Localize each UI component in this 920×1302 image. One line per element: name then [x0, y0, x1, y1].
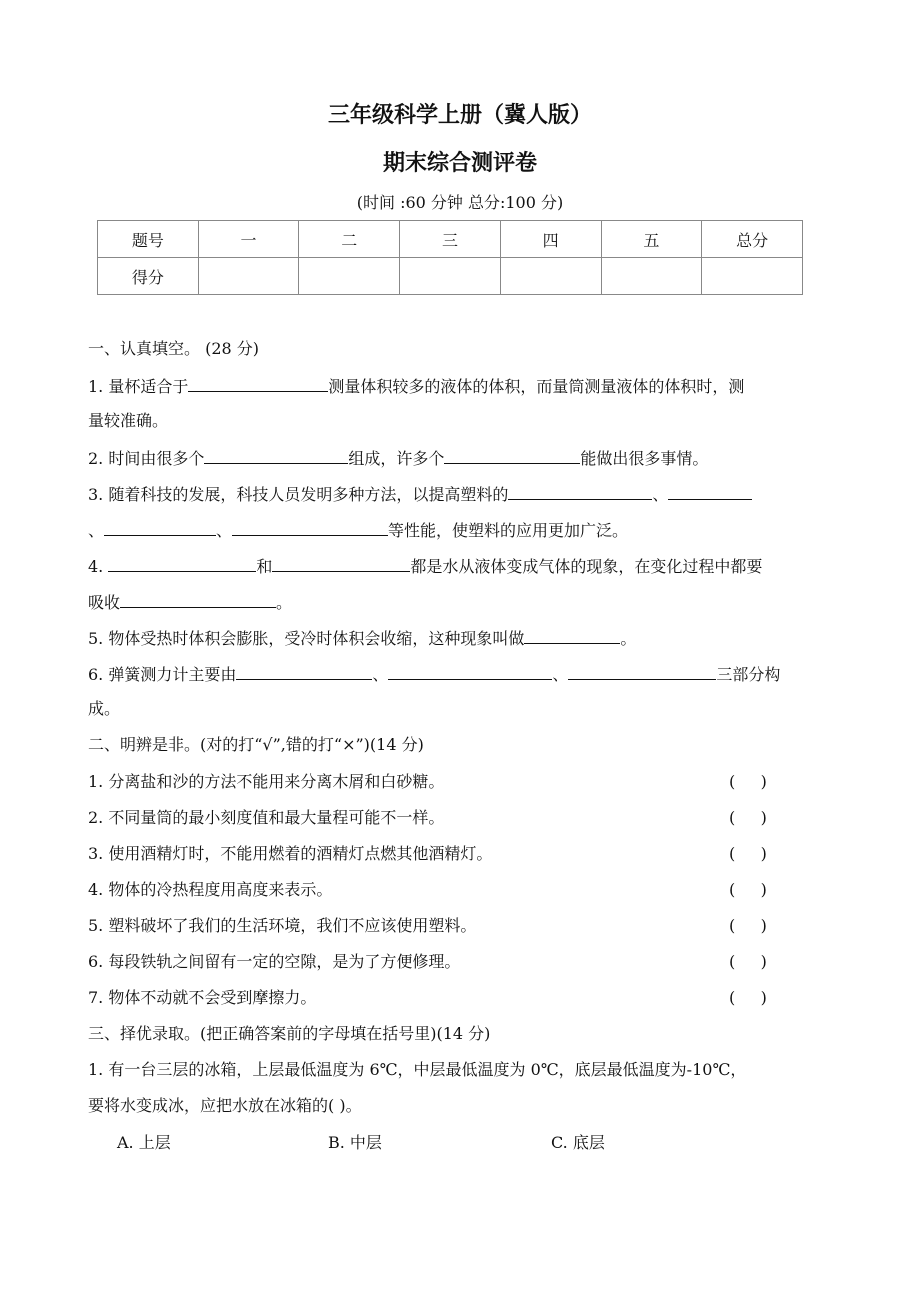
blank[interactable]	[232, 517, 388, 536]
exam-title: 三年级科学上册（冀人版）	[327, 103, 592, 128]
question	[88, 625, 636, 651]
header-cell: 三	[400, 221, 501, 258]
true-false-item: 1. 分离盐和沙的方法不能用来分离木屑和白砂糖。	[88, 772, 445, 791]
blank[interactable]	[508, 481, 652, 500]
true-false-item: 6. 每段铁轨之间留有一定的空隙，是为了方便修理。	[88, 952, 461, 971]
blank[interactable]	[120, 589, 276, 608]
blank[interactable]	[388, 661, 552, 680]
answer-parentheses[interactable]: ( )	[729, 772, 767, 791]
header-cell: 题号	[98, 221, 199, 258]
question	[88, 373, 744, 399]
text: 能做出很多事情。	[580, 449, 709, 468]
text: 三部分构	[716, 665, 781, 684]
question-cont	[88, 517, 628, 543]
text: 、	[88, 521, 105, 540]
exam-subtitle: 期末综合测评卷	[382, 151, 537, 176]
question	[88, 661, 780, 687]
answer-parentheses[interactable]: ( )	[729, 880, 767, 899]
score-cell[interactable]	[500, 258, 601, 295]
answer-parentheses[interactable]: ( )	[729, 916, 767, 935]
blank[interactable]	[204, 445, 348, 464]
header-cell: 二	[299, 221, 400, 258]
blank[interactable]	[668, 481, 752, 500]
blank[interactable]	[444, 445, 580, 464]
question-cont: 成。	[88, 699, 121, 718]
row-label: 得分	[98, 258, 199, 295]
text: 3. 随着科技的发展，科技人员发明多种方法，以提高塑料的	[88, 485, 509, 504]
text: 。	[276, 593, 293, 612]
score-cell[interactable]	[400, 258, 501, 295]
true-false-item: 7. 物体不动就不会受到摩擦力。	[88, 988, 317, 1007]
blank[interactable]	[104, 517, 216, 536]
score-cell[interactable]	[601, 258, 702, 295]
option-a[interactable]: A. 上层	[117, 1133, 171, 1152]
text: 。	[620, 629, 637, 648]
text: 5. 物体受热时体积会膨胀，受冷时体积会收缩，这种现象叫做	[88, 629, 525, 648]
question	[88, 481, 752, 507]
section2-heading: 二、明辨是非。(对的打“√”,错的打“×”)(14 分)	[88, 735, 424, 754]
question-cont: 量较准确。	[88, 411, 169, 430]
blank[interactable]	[568, 661, 716, 680]
section3-heading: 三、择优录取。(把正确答案前的字母填在括号里)(14 分)	[88, 1024, 491, 1043]
text: 组成，许多个	[348, 449, 445, 468]
score-cell[interactable]	[702, 258, 803, 295]
question	[88, 553, 762, 579]
blank[interactable]	[272, 553, 410, 572]
answer-parentheses[interactable]: ( )	[729, 808, 767, 827]
text: 、	[652, 485, 669, 504]
text: 、	[372, 665, 389, 684]
true-false-item: 2. 不同量筒的最小刻度值和最大量程可能不一样。	[88, 808, 445, 827]
score-cell[interactable]	[299, 258, 400, 295]
blank[interactable]	[524, 625, 620, 644]
text: 测量体积较多的液体的体积，而量筒测量液体的体积时，测	[328, 377, 745, 396]
text: 、	[552, 665, 569, 684]
header-cell: 四	[500, 221, 601, 258]
header-cell: 一	[198, 221, 299, 258]
blank[interactable]	[108, 553, 256, 572]
question-cont	[88, 589, 292, 615]
score-table-header	[98, 221, 803, 258]
question: 1. 有一台三层的冰箱，上层最低温度为 6℃，中层最低温度为 0℃，底层最低温度为-10℃，	[88, 1060, 747, 1079]
question-cont: 要将水变成冰，应把水放在冰箱的( )。	[88, 1096, 362, 1115]
score-table-row	[98, 258, 803, 295]
true-false-item: 3. 使用酒精灯时，不能用燃着的酒精灯点燃其他酒精灯。	[88, 844, 493, 863]
text: 、	[216, 521, 233, 540]
text: 6. 弹簧测力计主要由	[88, 665, 237, 684]
true-false-item: 4. 物体的冷热程度用高度来表示。	[88, 880, 333, 899]
text: 1. 量杯适合于	[88, 377, 189, 396]
answer-parentheses[interactable]: ( )	[729, 988, 767, 1007]
text: 4.	[88, 557, 109, 576]
score-cell[interactable]	[198, 258, 299, 295]
option-c[interactable]: C. 底层	[551, 1133, 605, 1152]
true-false-item: 5. 塑料破坏了我们的生活环境，我们不应该使用塑料。	[88, 916, 477, 935]
text: 吸收	[88, 593, 121, 612]
answer-parentheses[interactable]: ( )	[729, 952, 767, 971]
text: 都是水从液体变成气体的现象，在变化过程中都要	[410, 557, 763, 576]
header-cell: 五	[601, 221, 702, 258]
text: 等性能，使塑料的应用更加广泛。	[388, 521, 629, 540]
option-b[interactable]: B. 中层	[328, 1133, 382, 1152]
blank[interactable]	[236, 661, 372, 680]
score-table	[97, 220, 803, 295]
text: 2. 时间由很多个	[88, 449, 205, 468]
header-cell: 总分	[702, 221, 803, 258]
text: 和	[256, 557, 273, 576]
blank[interactable]	[188, 373, 328, 392]
answer-parentheses[interactable]: ( )	[729, 844, 767, 863]
question	[88, 445, 708, 471]
time-info: (时间 :60 分钟 总分:100 分)	[356, 193, 564, 212]
section1-heading: 一、认真填空。 (28 分)	[88, 339, 260, 358]
